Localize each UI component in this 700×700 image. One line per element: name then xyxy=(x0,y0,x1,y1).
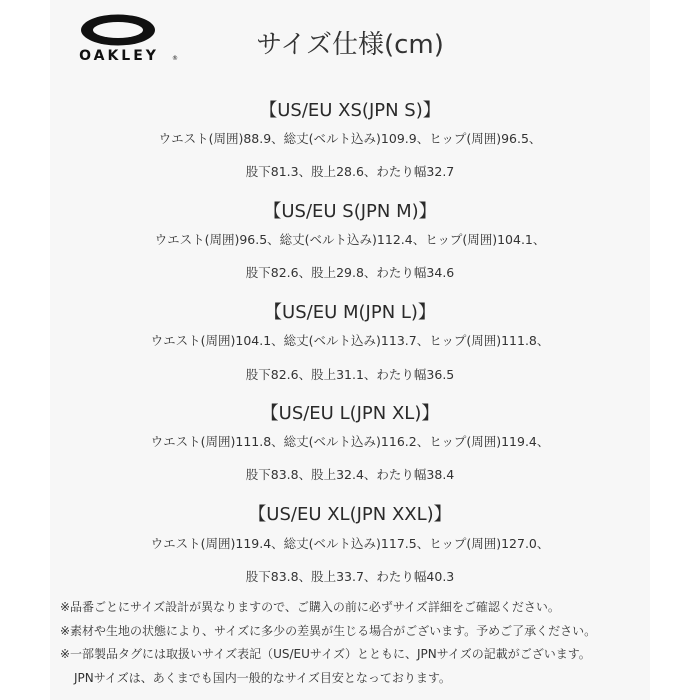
size-heading-xs: 【US/EU XS(JPN S)】 xyxy=(259,100,441,121)
size-spec-line: 股下82.6、股上31.1、わたり幅36.5 xyxy=(245,367,455,382)
size-spec-line: ウエスト(周囲)111.8、総丈(ベルト込み)116.2、ヒップ(周囲)119.4、 xyxy=(150,434,550,449)
note-line: JPNサイズは、あくまでも国内一般的なサイズ目安となっております。 xyxy=(74,670,451,685)
size-spec-line: ウエスト(周囲)96.5、総丈(ベルト込み)112.4、ヒップ(周囲)104.1、 xyxy=(154,232,546,247)
size-heading-xl: 【US/EU XL(JPN XXL)】 xyxy=(248,504,452,525)
size-heading-l: 【US/EU L(JPN XL)】 xyxy=(260,403,440,424)
size-spec-line: 股下83.8、股上32.4、わたり幅38.4 xyxy=(245,467,455,482)
size-spec-line: ウエスト(周囲)88.9、総丈(ベルト込み)109.9、ヒップ(周囲)96.5、 xyxy=(158,131,542,146)
size-spec-line: 股下82.6、股上29.8、わたり幅34.6 xyxy=(245,265,455,280)
page-title: サイズ仕様(cm) xyxy=(256,30,444,60)
size-spec-line: 股下81.3、股上28.6、わたり幅32.7 xyxy=(245,164,455,179)
oakley-ellipse-icon xyxy=(80,14,156,46)
size-heading-s: 【US/EU S(JPN M)】 xyxy=(263,201,437,222)
oakley-logo xyxy=(58,14,180,64)
note-line: ※一部製品タグには取扱いサイズ表記（US/EUサイズ）とともに、JPNサイズの記載がございます。 xyxy=(60,647,591,661)
note-line: ※品番ごとにサイズ設計が異なりますので、ご購入の前に必ずサイズ詳細をご確認ください。 xyxy=(60,600,560,614)
logo-wordmark: OAKLEY xyxy=(79,48,159,64)
notes-section xyxy=(60,597,645,691)
size-spec-line: ウエスト(周囲)104.1、総丈(ベルト込み)113.7、ヒップ(周囲)111.8、 xyxy=(150,333,550,348)
size-spec-line: ウエスト(周囲)119.4、総丈(ベルト込み)117.5、ヒップ(周囲)127.0、 xyxy=(150,536,550,551)
note-line: ※素材や生地の状態により、サイズに多少の差異が生じる場合がございます。予めご了承ください。 xyxy=(60,623,597,638)
size-heading-m: 【US/EU M(JPN L)】 xyxy=(264,302,436,323)
registered-mark: ® xyxy=(172,55,178,62)
size-spec-line: 股下83.8、股上33.7、わたり幅40.3 xyxy=(245,569,455,584)
